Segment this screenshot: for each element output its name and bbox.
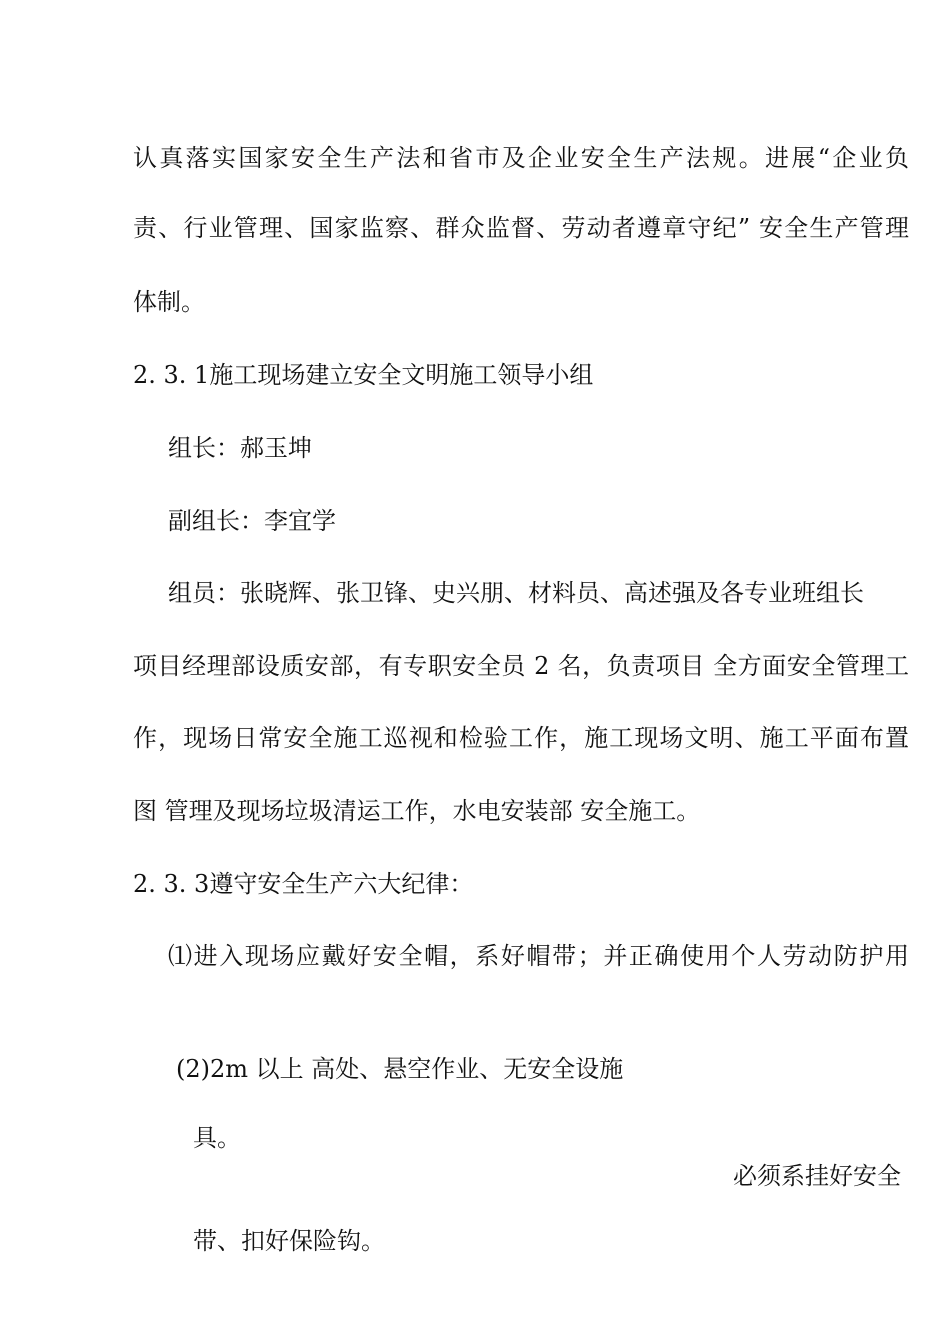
paragraph1-line1: 认真落实国家安全生产法和省市及企业安全生产法规。进展“企业负 [133,144,909,172]
section-2-3-1-heading: 2. 3. 1施工现场建立安全文明施工领导小组 [133,361,594,389]
paragraph2-line3: 图 管理及现场垃圾清运工作，水电安装部 安全施工。 [133,797,701,825]
rule2-line1: (2)2m 以上 高处、悬空作业、无安全设施 [176,1055,624,1083]
rule2-line3: 带、扣好保险钩。 [193,1227,385,1255]
group-leader: 组长：郝玉坤 [168,434,312,462]
rule1-line2: 具。 [193,1124,241,1152]
paragraph1-line2: 责、行业管理、国家监察、群众监督、劳动者遵章守纪” 安全生产管理 [133,214,909,242]
paragraph2-line1: 项目经理部设质安部，有专职安全员 2 名，负责项目 全方面安全管理工 [133,652,909,680]
section-2-3-3-heading: 2. 3. 3遵守安全生产六大纪律： [133,870,474,898]
paragraph2-line2: 作，现场日常安全施工巡视和检验工作，施工现场文明、施工平面布置 [133,724,909,752]
paragraph1-line3: 体制。 [133,288,205,316]
group-members: 组员：张晓辉、张卫锋、史兴朋、材料员、高述强及各专业班组长 [168,579,864,607]
rule2-line2: 必须系挂好安全 [733,1162,901,1190]
rule1-line1: ⑴进入现场应戴好安全帽，系好帽带；并正确使用个人劳动防护用 [168,942,909,970]
deputy-group-leader: 副组长：李宜学 [168,507,336,535]
